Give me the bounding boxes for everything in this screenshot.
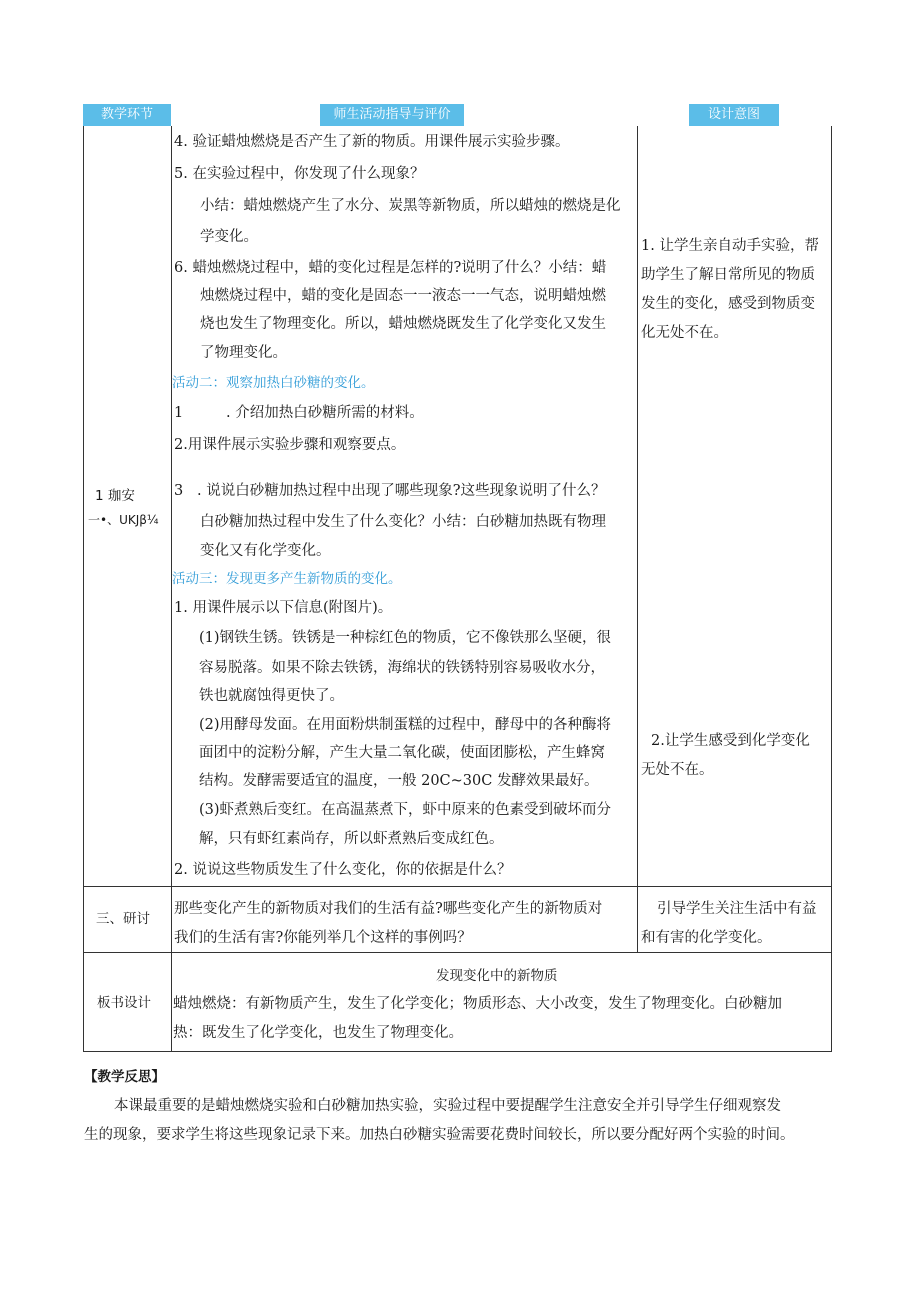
activity-two-heading: 活动二：观察加热白砂糖的变化。 [172, 375, 375, 391]
content-line: 解，只有虾红素尚存，所以虾煮熟后变成红色。 [199, 831, 504, 847]
content-line: 烛燃烧过程中，蜡的变化是固态一一液态一一气态，说明蜡烛燃 [200, 288, 606, 304]
intent-line: 无处不在。 [641, 762, 714, 778]
section-label-discussion: 三、研讨 [96, 911, 150, 927]
content-line: . 介绍加热白砂糖所需的材料。 [226, 405, 424, 421]
content-line: 4. 验证蜡烛燃烧是否产生了新的物质。用课件展示实验步骤。 [174, 134, 570, 150]
content-line: 5. 在实验过程中，你发现了什么现象？ [174, 166, 425, 182]
list-number: 1 [174, 405, 184, 421]
content-line: 烧也发生了物理变化。所以，蜡烛燃烧既发生了化学变化又发生 [200, 316, 606, 332]
intent-line: 2.让学生感受到化学变化 [651, 733, 810, 749]
intent-line: 发生的变化，感受到物质变 [641, 296, 815, 312]
reflection-line: 本课最重要的是蜡烛燃烧实验和白砂糖加热实验，实验过程中要提醒学生注意安全并引导学生仔细观察发 [114, 1098, 781, 1114]
board-design-line: 热：既发生了化学变化，也发生了物理变化。 [173, 1025, 463, 1041]
discussion-line: 那些变化产生的新物质对我们的生活有益?哪些变化产生的新物质对 [174, 901, 603, 917]
content-line: 变化又有化学变化。 [200, 543, 331, 559]
content-line: (3)虾煮熟后变红。在高温蒸煮下，虾中原来的色素受到破坏而分 [199, 802, 612, 818]
content-line: 2.用课件展示实验步骤和观察要点。 [174, 437, 406, 453]
content-line: 1. 用课件展示以下信息(附图片)。 [174, 600, 393, 616]
intent-line: 助学生了解日常所见的物质 [641, 267, 815, 283]
content-line: 6. 蜡烛燃烧过程中，蜡的变化过程是怎样的?说明了什么？小结：蜡 [174, 260, 607, 276]
content-line: 面团中的淀粉分解，产生大量二氧化碳，使面团膨松，产生蜂窝 [199, 745, 605, 761]
intent-line: 1. 让学生亲自动手实验，帮 [641, 238, 819, 254]
header-cell-activities: 师生活动指导与评价 [320, 104, 464, 126]
reflection-line: 生的现象，要求学生将这些现象记录下来。加热白砂糖实验需要花费时间较长，所以要分配好两个实验的时间。 [84, 1127, 795, 1143]
discussion-line: 我们的生活有害?你能列举几个这样的事例吗？ [174, 930, 472, 946]
content-line: 结构。发酵需要适宜的温度，一般 20C~30C 发酵效果最好。 [199, 773, 599, 789]
board-design-title: 发现变化中的新物质 [436, 968, 558, 984]
header-cell-design-intent: 设计意图 [689, 104, 779, 126]
board-design-line: 蜡烛燃烧：有新物质产生，发生了化学变化；物质形态、大小改变，发生了物理变化。白砂糖加 [173, 996, 782, 1012]
reflection-heading: 【教学反思】 [84, 1069, 165, 1085]
content-line: 白砂糖加热过程中发生了什么变化？小结：白砂糖加热既有物理 [200, 514, 606, 530]
content-line: (2)用酵母发面。在用面粉烘制蛋糕的过程中，酵母中的各种酶将 [199, 717, 612, 733]
section-label-explore-sub: 一•、UKJβ¼ [88, 513, 159, 527]
content-line: 容易脱落。如果不除去铁锈，海绵状的铁锈特别容易吸收水分， [199, 660, 605, 676]
intent-line: 化无处不在。 [641, 325, 728, 341]
discussion-intent-line: 和有害的化学变化。 [641, 930, 772, 946]
content-line: 2. 说说这些物质发生了什么变化，你的依据是什么？ [174, 862, 512, 878]
content-line: . 说说白砂糖加热过程中出现了哪些现象?这些现象说明了什么？ [197, 483, 606, 499]
summary-line: 学变化。 [200, 229, 258, 245]
activity-three-heading: 活动三：发现更多产生新物质的变化。 [172, 571, 402, 587]
content-line: (1)钢铁生锈。铁锈是一种棕红色的物质，它不像铁那么坚硬，很 [199, 630, 612, 646]
section-label-board-design: 板书设计 [97, 995, 151, 1011]
content-line: 铁也就腐蚀得更快了。 [199, 688, 344, 704]
content-line: 了物理变化。 [200, 345, 287, 361]
header-cell-teaching-stage: 教学环节 [83, 104, 171, 126]
list-number: 3 [174, 483, 184, 499]
discussion-intent-line: 引导学生关注生活中有益 [657, 901, 817, 917]
summary-line: 小结：蜡烛燃烧产生了水分、炭黑等新物质，所以蜡烛的燃烧是化 [200, 198, 621, 214]
section-label-explore: 1 珈安 [95, 488, 135, 504]
